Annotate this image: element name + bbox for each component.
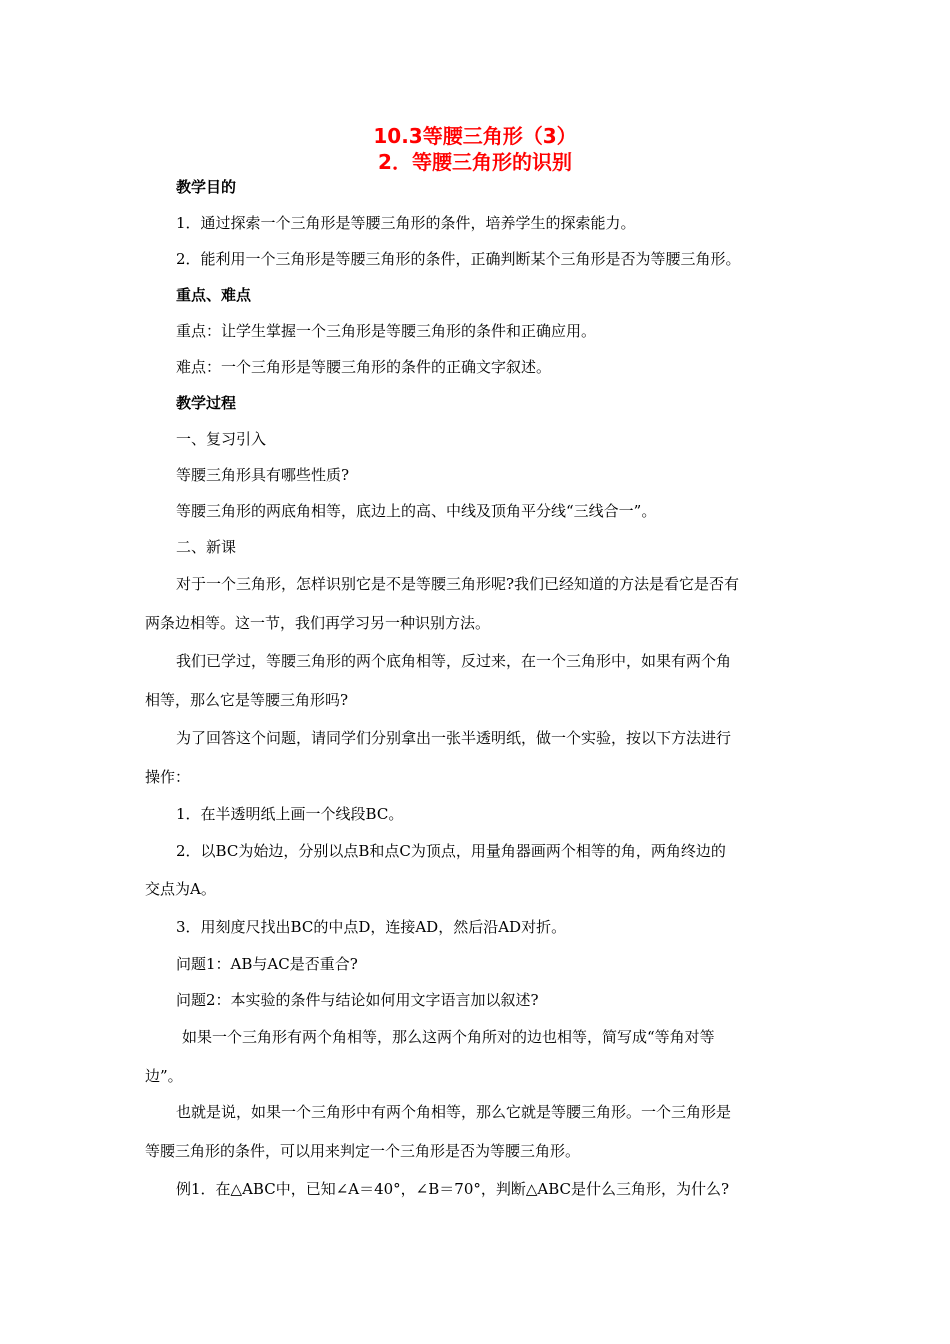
- paragraph-line: 为了回答这个问题，请同学们分别拿出一张半透明纸，做一个实验，按以下方法进行: [176, 729, 732, 747]
- paragraph-line: 等腰三角形具有哪些性质?: [176, 466, 350, 484]
- paragraph-line: 也就是说，如果一个三角形中有两个角相等，那么它就是等腰三角形。一个三角形是: [176, 1103, 732, 1121]
- title-line-2: 2．等腰三角形的识别: [378, 150, 572, 174]
- paragraph-line: 如果一个三角形有两个角相等，那么这两个角所对的边也相等，简写成“等角对等: [182, 1028, 715, 1046]
- paragraph-line: 等腰三角形的条件，可以用来判定一个三角形是否为等腰三角形。: [145, 1142, 581, 1160]
- paragraph-line: 1．通过探索一个三角形是等腰三角形的条件，培养学生的探索能力。: [176, 214, 636, 232]
- paragraph-line: 难点：一个三角形是等腰三角形的条件的正确文字叙述。: [176, 358, 552, 376]
- heading-key-points: 重点、难点: [176, 286, 252, 304]
- paragraph-line: 我们已学过，等腰三角形的两个底角相等，反过来，在一个三角形中，如果有两个角: [176, 652, 732, 670]
- section-heading: 二、新课: [176, 538, 237, 556]
- paragraph-line: 交点为A。: [145, 880, 216, 898]
- paragraph-line: 等腰三角形的两底角相等，底边上的高、中线及顶角平分线“三线合一”。: [176, 502, 657, 520]
- section-heading: 一、复习引入: [176, 430, 267, 448]
- title-line-1: 10.3等腰三角形（3）: [373, 124, 577, 148]
- example-line: 例1．在△ABC中，已知∠A＝40°，∠B＝70°，判断△ABC是什么三角形，为什么?: [176, 1180, 730, 1198]
- paragraph-line: 1．在半透明纸上画一个线段BC。: [176, 805, 404, 823]
- paragraph-line: 3．用刻度尺找出BC的中点D，连接AD，然后沿AD对折。: [176, 918, 567, 936]
- paragraph-line: 边”。: [145, 1067, 183, 1085]
- paragraph-line: 操作：: [145, 768, 191, 786]
- paragraph-line: 问题1：AB与AC是否重合?: [176, 955, 358, 973]
- paragraph-line: 相等，那么它是等腰三角形吗?: [145, 691, 349, 709]
- paragraph-line: 两条边相等。这一节，我们再学习另一种识别方法。: [145, 614, 491, 632]
- heading-teaching-process: 教学过程: [176, 394, 237, 412]
- paragraph-line: 2．能利用一个三角形是等腰三角形的条件，正确判断某个三角形是否为等腰三角形。: [176, 250, 741, 268]
- paragraph-line: 对于一个三角形，怎样识别它是不是等腰三角形呢?我们已经知道的方法是看它是否有: [176, 575, 740, 593]
- heading-teaching-purpose: 教学目的: [176, 178, 237, 196]
- paragraph-line: 问题2：本实验的条件与结论如何用文字语言加以叙述?: [176, 991, 539, 1009]
- paragraph-line: 2．以BC为始边，分别以点B和点C为顶点，用量角器画两个相等的角，两角终边的: [176, 842, 726, 860]
- paragraph-line: 重点：让学生掌握一个三角形是等腰三角形的条件和正确应用。: [176, 322, 597, 340]
